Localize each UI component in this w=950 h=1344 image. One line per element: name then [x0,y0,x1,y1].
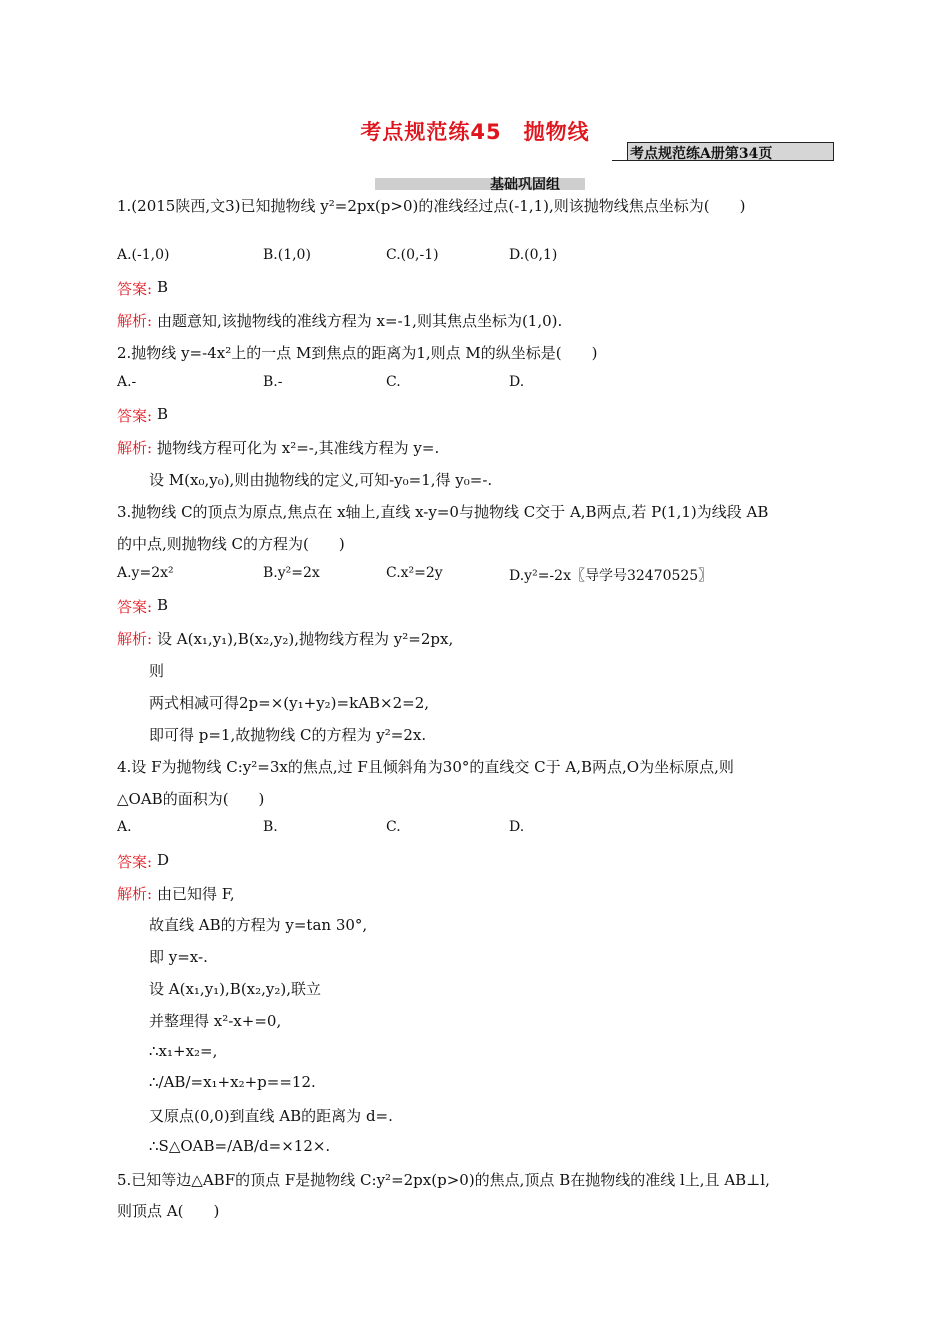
q3-analysis-2: 则 [149,662,165,680]
q3-stem-1: 3.抛物线 C的顶点为原点,焦点在 x轴上,直线 x-y=0与抛物线 C交于 A,B两点,若 P(1,1)为线段 AB [117,503,769,521]
q4-option-d: D. [509,819,525,835]
q1-option-c: C.(0,-1) [386,247,439,263]
q4-analysis-8: 又原点(0,0)到直线 AB的距离为 d=. [149,1107,393,1125]
q4-analysis-7: ∴/AB/=x₁+x₂+p==12. [149,1073,316,1091]
q4-analysis-label: 解析: [117,885,153,903]
q2-answer-label: 答案: [117,407,153,425]
q1-answer-label: 答案: [117,280,153,298]
q2-option-c: C. [386,374,401,390]
q1-stem: 1.(2015陕西,文3)已知抛物线 y²=2px(p>0)的准线经过点(-1,1),则该抛物线焦点坐标为( ) [117,197,746,215]
q2-analysis-1: 抛物线方程可化为 x²=-,其准线方程为 y=. [157,439,440,457]
q5-stem-2: 则顶点 A( ) [117,1202,220,1220]
q3-answer-label: 答案: [117,598,153,616]
q4-analysis-5: 并整理得 x²-x+=0, [149,1012,282,1030]
q1-analysis: 由题意知,该抛物线的准线方程为 x=-1,则其焦点坐标为(1,0). [157,312,563,330]
q4-analysis-9: ∴S△OAB=/AB/d=×12×. [149,1137,331,1155]
q1-answer: B [157,278,169,296]
q3-analysis-4: 即可得 p=1,故抛物线 C的方程为 y²=2x. [149,726,427,744]
q1-option-b: B.(1,0) [263,247,311,263]
q2-stem: 2.抛物线 y=-4x²上的一点 M到焦点的距离为1,则点 M的纵坐标是( ) [117,344,598,362]
q3-option-c: C.x²=2y [386,565,443,581]
q4-answer-label: 答案: [117,853,153,871]
q4-stem-2: △OAB的面积为( ) [117,790,265,808]
q4-analysis-6: ∴x₁+x₂=, [149,1042,218,1060]
q3-analysis-3: 两式相减可得2p=×(y₁+y₂)=kAB×2=2, [149,694,430,712]
q3-analysis-1: 设 A(x₁,y₁),B(x₂,y₂),抛物线方程为 y²=2px, [157,630,454,648]
page-title: 考点规范练45 抛物线 [360,120,590,144]
q2-analysis-2: 设 M(x₀,y₀),则由抛物线的定义,可知-y₀=1,得 y₀=-. [149,471,493,489]
q1-option-a: A.(-1,0) [117,247,170,263]
q4-stem-1: 4.设 F为抛物线 C:y²=3x的焦点,过 F且倾斜角为30°的直线交 C于 A,B两点,O为坐标原点,则 [117,758,734,776]
q3-option-d: D.y²=-2x〖导学号32470525〗 [509,568,713,584]
q2-answer: B [157,405,169,423]
q4-analysis-1: 由已知得 F, [157,885,235,903]
q3-analysis-label: 解析: [117,630,153,648]
q2-option-d: D. [509,374,525,390]
q3-option-b: B.y²=2x [263,565,320,581]
q4-analysis-4: 设 A(x₁,y₁),B(x₂,y₂),联立 [149,980,322,998]
q4-option-a: A. [117,819,132,835]
page-reference: 考点规范练A册第34页 [630,146,773,162]
q4-option-b: B. [263,819,278,835]
q3-answer: B [157,596,169,614]
q3-option-a: A.y=2x² [117,565,174,581]
q4-option-c: C. [386,819,401,835]
section-title: 基础巩固组 [490,177,560,193]
q4-analysis-3: 即 y=x-. [149,948,208,966]
q1-option-d: D.(0,1) [509,247,558,263]
q3-stem-2: 的中点,则抛物线 C的方程为( ) [117,535,345,553]
q2-option-a: A.- [117,374,137,390]
q2-option-b: B.- [263,374,283,390]
q1-analysis-label: 解析: [117,312,153,330]
q5-stem-1: 5.已知等边△ABF的顶点 F是抛物线 C:y²=2px(p>0)的焦点,顶点 B在抛物线的准线 l上,且 AB⊥l, [117,1171,770,1189]
q4-analysis-2: 故直线 AB的方程为 y=tan 30°, [149,916,368,934]
ref-underline [612,160,628,161]
q4-answer: D [157,851,170,869]
q2-analysis-label: 解析: [117,439,153,457]
